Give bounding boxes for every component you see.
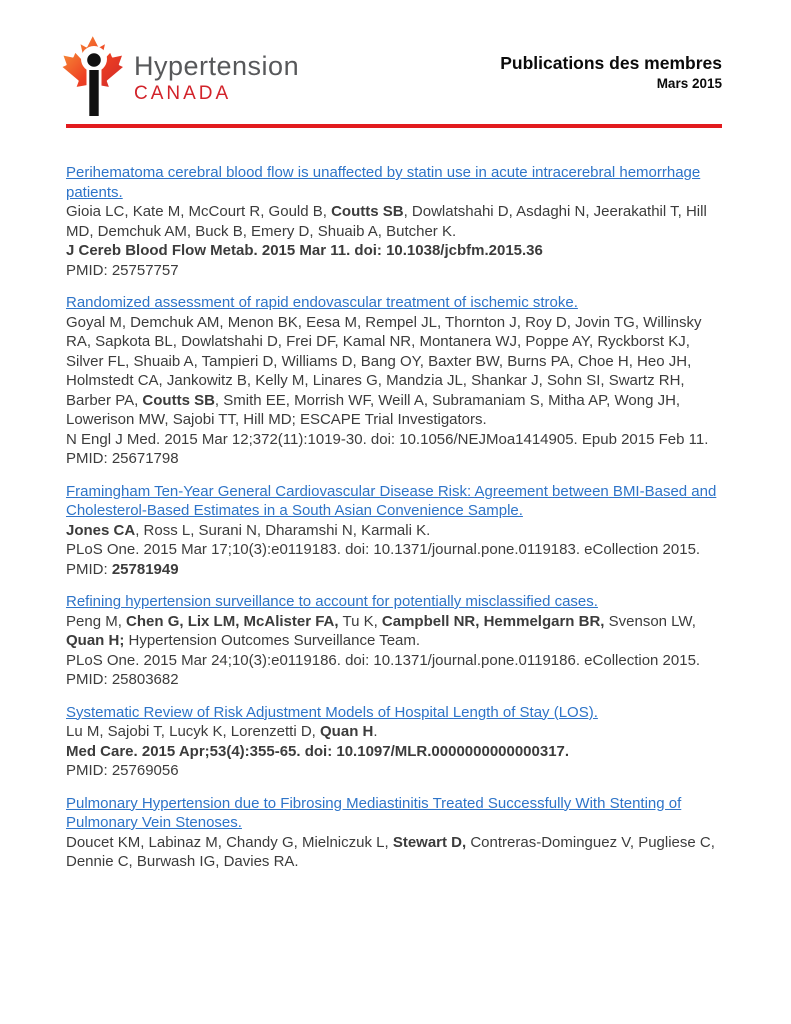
brand-wordmark <box>134 53 299 103</box>
author-segment: Contreras-Dominguez V, Pugliese C, Dennie C, Burwash IG, Davies RA. <box>66 833 715 870</box>
author-segment: Tu K, <box>338 612 382 630</box>
author-segment: Svenson LW, <box>604 612 696 630</box>
pmid-value: 25671798 <box>111 450 179 467</box>
author-segment: , Dowlatshahi D, Asdaghi N, Jeerakathil T, Hill MD, Demchuk AM, Buck B, Emery D, Shuaib A, Butcher K. <box>66 203 707 240</box>
author-segment: Peng M, <box>66 612 127 630</box>
publication <box>66 163 726 280</box>
author-segment: Quan H <box>320 723 374 740</box>
brand-country: CANADA <box>134 83 232 104</box>
pmid-value: 25757757 <box>111 261 179 279</box>
publication-title-line <box>66 703 726 723</box>
publication-journal: N Engl J Med. 2015 Mar 12;372(11):1019-30. doi: 10.1056/NEJMoa1414905. Epub 2015 Feb 11. <box>66 430 709 448</box>
brand-name: Hypertension <box>134 51 300 81</box>
author-segment: Jones CA <box>66 521 136 539</box>
pmid-value: 25769056 <box>111 762 179 779</box>
publication-pmid <box>66 670 726 690</box>
publication <box>66 794 726 872</box>
red-divider <box>66 124 722 128</box>
page-title: Publications des membres <box>500 53 722 73</box>
publication-authors <box>66 833 726 872</box>
publication-title-line <box>66 482 726 521</box>
publication-pmid <box>66 761 726 781</box>
author-segment: Quan H; <box>66 632 125 649</box>
pmid-label: PMID: <box>66 560 112 578</box>
publication-pmid <box>66 261 726 281</box>
publication-title-line <box>66 293 726 313</box>
publication-journal: J Cereb Blood Flow Metab. 2015 Mar 11. doi: 10.1038/jcbfm.2015.36 <box>66 242 543 259</box>
pmid-label: PMID: <box>66 762 112 779</box>
author-segment: Chen G, Lix LM, McAlister FA, <box>126 612 339 630</box>
publication-title-link[interactable]: Perihematoma cerebral blood flow is unaffected by statin use in acute intracerebral hemorrhage patients. <box>66 164 701 201</box>
publication-journal: PLoS One. 2015 Mar 24;10(3):e0119186. doi: 10.1371/journal.pone.0119186. eCollection 2015. <box>66 651 701 669</box>
pmid-value: 25781949 <box>111 560 179 578</box>
author-segment: , Ross L, Surani N, Dharamshi N, Karmali K. <box>135 521 431 539</box>
author-segment: Stewart D, <box>392 833 467 851</box>
author-segment: Hypertension Outcomes Surveillance Team. <box>124 632 421 649</box>
publication-authors <box>66 612 726 651</box>
author-segment: Doucet KM, Labinaz M, Chandy G, Mielniczuk L, <box>66 833 393 851</box>
publication <box>66 592 726 690</box>
pmid-label: PMID: <box>66 261 112 279</box>
author-segment: Lu M, Sajobi T, Lucyk K, Lorenzetti D, <box>66 723 321 740</box>
publication <box>66 482 726 580</box>
author-segment: Coutts SB <box>331 203 404 220</box>
publication-authors <box>66 521 726 541</box>
author-segment: , Smith EE, Morrish WF, Weill A, Subramaniam S, Mitha AP, Wong JH, Lowerison MW, Sajobi TT, Hill MD; ESCAPE Trial Investigators. <box>66 391 681 428</box>
document-header <box>500 53 722 92</box>
publication-authors <box>66 313 726 430</box>
publication-title-link[interactable]: Refining hypertension surveillance to account for potentially misclassified cases. <box>66 593 598 610</box>
publication-title-link[interactable]: Systematic Review of Risk Adjustment Models of Hospital Length of Stay (LOS). <box>66 703 598 721</box>
author-segment: Gioia LC, Kate M, McCourt R, Gould B, <box>66 203 332 220</box>
publication-pmid <box>66 449 726 469</box>
publication-title-line <box>66 794 726 833</box>
publication <box>66 293 726 469</box>
hypertension-canada-logo <box>60 36 128 123</box>
pmid-label: PMID: <box>66 671 112 688</box>
publication-title-link[interactable]: Randomized assessment of rapid endovascular treatment of ischemic stroke. <box>66 294 578 311</box>
author-segment: . <box>373 723 378 740</box>
publications-list <box>66 163 726 885</box>
maple-leaf-person-icon <box>60 36 128 118</box>
page-subtitle: Mars 2015 <box>656 76 722 91</box>
author-segment: Campbell NR, Hemmelgarn BR, <box>381 612 605 630</box>
publication-pmid <box>66 560 726 580</box>
author-segment: Goyal M, Demchuk AM, Menon BK, Eesa M, Rempel JL, Thornton J, Roy D, Jovin TG, Willinsky RA, Sapkota BL, Dowlatshahi D, Frei DF, Kamal NR, Montanera WJ, Poppe AY, Ryckborst KJ, Silver FL, Shuaib A, Tampieri D, Williams D, Bang OY, Baxter BW, Burns PA, Choe H, Heo JH, Holmstedt CA, Jankowitz B, Kelly M, Linares G, Mandzia JL, Shankar J, Sohn SI, Swartz RH, Barber PA, <box>66 313 702 409</box>
author-segment: Coutts SB <box>142 391 215 409</box>
publication-journal: PLoS One. 2015 Mar 17;10(3):e0119183. doi: 10.1371/journal.pone.0119183. eCollection 2015. <box>66 541 701 558</box>
publication-authors <box>66 202 726 241</box>
publication-title-line <box>66 163 726 202</box>
publication-authors <box>66 722 726 742</box>
publication-journal: Med Care. 2015 Apr;53(4):355-65. doi: 10.1097/MLR.0000000000000317. <box>66 742 570 760</box>
publication <box>66 703 726 781</box>
pmid-value: 25803682 <box>111 671 179 688</box>
pmid-label: PMID: <box>66 450 112 467</box>
publication-title-line <box>66 592 726 612</box>
publication-title-link[interactable]: Framingham Ten-Year General Cardiovascular Disease Risk: Agreement between BMI-Based and Cholesterol-Based Estimates in a South Asian Convenience Sample. <box>66 482 717 519</box>
publication-title-link[interactable]: Pulmonary Hypertension due to Fibrosing Mediastinitis Treated Successfully With Stenting of Pulmonary Vein Stenoses. <box>66 794 682 831</box>
